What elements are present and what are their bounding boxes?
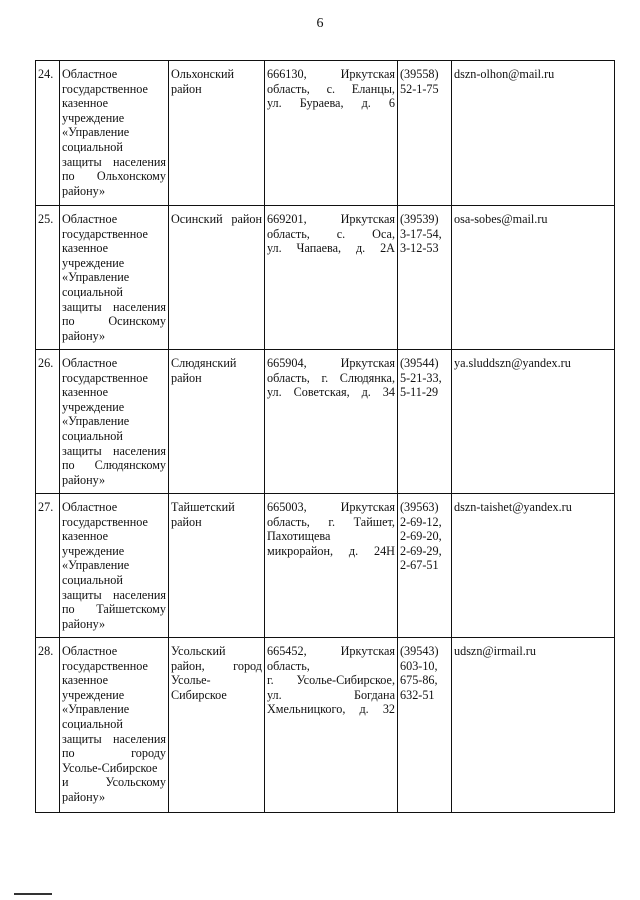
district-line: район, город	[171, 658, 262, 673]
org-line: казенное	[62, 96, 109, 111]
organization-cell	[60, 494, 169, 638]
row-number: 25.	[38, 212, 54, 226]
org-line: Областное	[62, 212, 118, 226]
org-line: по Осинскому	[62, 314, 166, 329]
email-cell	[452, 350, 615, 494]
phone-line: 2-69-29,	[400, 543, 442, 558]
phone-line: (39544)	[400, 356, 439, 370]
address-line: Пахотищева	[267, 529, 331, 544]
org-line: социальной	[62, 572, 123, 587]
table-body	[36, 61, 615, 813]
row-number-cell	[36, 494, 60, 638]
institutions-table	[35, 60, 615, 813]
district-line: Усолье-	[171, 673, 211, 688]
org-line: казенное	[62, 529, 109, 544]
organization-cell	[60, 638, 169, 813]
org-line: казенное	[62, 673, 109, 688]
org-line: району»	[62, 328, 106, 343]
address-line: г. Усолье-Сибирское,	[267, 673, 395, 688]
address-line: Хмельницкого, д. 32	[267, 702, 395, 717]
phone-cell	[398, 494, 452, 638]
org-line: Усолье-Сибирское	[62, 760, 158, 775]
organization-cell	[60, 61, 169, 206]
email-text: osa-sobes@mail.ru	[454, 212, 548, 226]
district-cell	[169, 638, 265, 813]
phone-line: 5-21-33,	[400, 370, 442, 385]
email-cell	[452, 206, 615, 350]
email-cell	[452, 494, 615, 638]
address-line: 666130, Иркутская	[267, 67, 395, 81]
address-line: область, г. Слюдянка,	[267, 370, 395, 385]
phone-cell	[398, 350, 452, 494]
district-line: район	[171, 81, 202, 96]
phone-line: (39563)	[400, 500, 439, 514]
address-line: область, с. Оса,	[267, 226, 395, 241]
address-line: область, с. Еланцы,	[267, 81, 395, 96]
row-number-cell	[36, 638, 60, 813]
org-line: казенное	[62, 385, 109, 400]
phone-cell	[398, 638, 452, 813]
org-line: учреждение	[62, 543, 125, 558]
table-row	[36, 350, 615, 494]
table-row	[36, 206, 615, 350]
district-cell	[169, 206, 265, 350]
org-line: «Управление	[62, 702, 130, 717]
address-cell	[265, 494, 398, 638]
org-line: социальной	[62, 716, 123, 731]
org-line: учреждение	[62, 687, 125, 702]
org-line: защиты населения	[62, 443, 166, 458]
row-number: 24.	[38, 67, 54, 81]
org-line: Областное	[62, 500, 118, 514]
row-number-cell	[36, 206, 60, 350]
page-number: 6	[316, 16, 324, 31]
org-line: «Управление	[62, 414, 130, 429]
org-line: защиты населения	[62, 731, 166, 746]
address-cell	[265, 350, 398, 494]
phone-line: 52-1-75	[400, 81, 439, 96]
address-line: 669201, Иркутская	[267, 212, 395, 226]
org-line: социальной	[62, 428, 123, 443]
email-text: dszn-olhon@mail.ru	[454, 67, 555, 81]
district-line: Сибирское	[171, 687, 227, 702]
table-row	[36, 638, 615, 813]
phone-cell	[398, 61, 452, 206]
phone-line: 632-51	[400, 687, 435, 702]
org-line: «Управление	[62, 270, 130, 285]
org-line: Областное	[62, 67, 118, 81]
email-cell	[452, 61, 615, 206]
district-line: Тайшетский	[171, 500, 235, 514]
district-line: Усольский	[171, 644, 226, 658]
row-number: 28.	[38, 644, 54, 658]
phone-line: 3-12-53	[400, 241, 439, 256]
row-number-cell	[36, 61, 60, 206]
phone-line: 2-67-51	[400, 558, 439, 573]
email-text: udszn@irmail.ru	[454, 644, 536, 658]
address-line: область, г. Тайшет,	[267, 514, 395, 529]
org-line: по Ольхонскому	[62, 169, 166, 184]
phone-line: 603-10,	[400, 658, 438, 673]
address-line: ул. Бураева, д. 6	[267, 96, 395, 111]
org-line: району»	[62, 183, 106, 198]
address-line: область,	[267, 658, 310, 673]
phone-line: (39543)	[400, 644, 439, 658]
address-line: ул. Богдана	[267, 687, 395, 702]
phone-line: 2-69-12,	[400, 514, 442, 529]
table-row	[36, 61, 615, 206]
phone-line: (39558)	[400, 67, 439, 81]
org-line: по городу	[62, 746, 166, 761]
district-line: Слюдянский	[171, 356, 237, 370]
organization-cell	[60, 350, 169, 494]
org-line: учреждение	[62, 110, 125, 125]
address-line: 665003, Иркутская	[267, 500, 395, 514]
org-line: району»	[62, 789, 106, 804]
org-line: защиты населения	[62, 587, 166, 602]
organization-cell	[60, 206, 169, 350]
org-line: и Усольскому	[62, 775, 166, 790]
org-line: по Слюдянскому	[62, 458, 166, 473]
address-line: ул. Советская, д. 34	[267, 385, 395, 400]
email-text: ya.sluddszn@yandex.ru	[454, 356, 571, 370]
phone-cell	[398, 206, 452, 350]
district-line: Ольхонский	[171, 67, 235, 81]
address-line: 665452, Иркутская	[267, 644, 395, 658]
org-line: социальной	[62, 139, 123, 154]
org-line: государственное	[62, 81, 148, 96]
address-line: ул. Чапаева, д. 2А	[267, 241, 395, 256]
email-cell	[452, 638, 615, 813]
org-line: Областное	[62, 644, 118, 658]
footer-rule	[14, 893, 52, 895]
org-line: защиты населения	[62, 154, 166, 169]
org-line: «Управление	[62, 558, 130, 573]
phone-line: (39539)	[400, 212, 439, 226]
address-cell	[265, 638, 398, 813]
org-line: «Управление	[62, 125, 130, 140]
org-line: учреждение	[62, 399, 125, 414]
row-number: 26.	[38, 356, 54, 370]
phone-line: 675-86,	[400, 673, 438, 688]
org-line: Областное	[62, 356, 118, 370]
address-line: микрорайон, д. 24Н	[267, 543, 395, 558]
district-line: Осинский район	[171, 212, 262, 226]
org-line: государственное	[62, 370, 148, 385]
district-cell	[169, 61, 265, 206]
org-line: учреждение	[62, 255, 125, 270]
org-line: государственное	[62, 514, 148, 529]
district-cell	[169, 350, 265, 494]
row-number: 27.	[38, 500, 54, 514]
org-line: району»	[62, 472, 106, 487]
org-line: социальной	[62, 284, 123, 299]
address-cell	[265, 206, 398, 350]
org-line: району»	[62, 616, 106, 631]
district-cell	[169, 494, 265, 638]
district-line: район	[171, 370, 202, 385]
phone-line: 2-69-20,	[400, 529, 442, 544]
email-text: dszn-taishet@yandex.ru	[454, 500, 572, 514]
table-row	[36, 494, 615, 638]
phone-line: 3-17-54,	[400, 226, 442, 241]
org-line: казенное	[62, 241, 109, 256]
org-line: государственное	[62, 658, 148, 673]
org-line: защиты населения	[62, 299, 166, 314]
org-line: по Тайшетскому	[62, 602, 166, 617]
district-line: район	[171, 514, 202, 529]
address-line: 665904, Иркутская	[267, 356, 395, 370]
address-cell	[265, 61, 398, 206]
phone-line: 5-11-29	[400, 385, 439, 400]
row-number-cell	[36, 350, 60, 494]
org-line: государственное	[62, 226, 148, 241]
